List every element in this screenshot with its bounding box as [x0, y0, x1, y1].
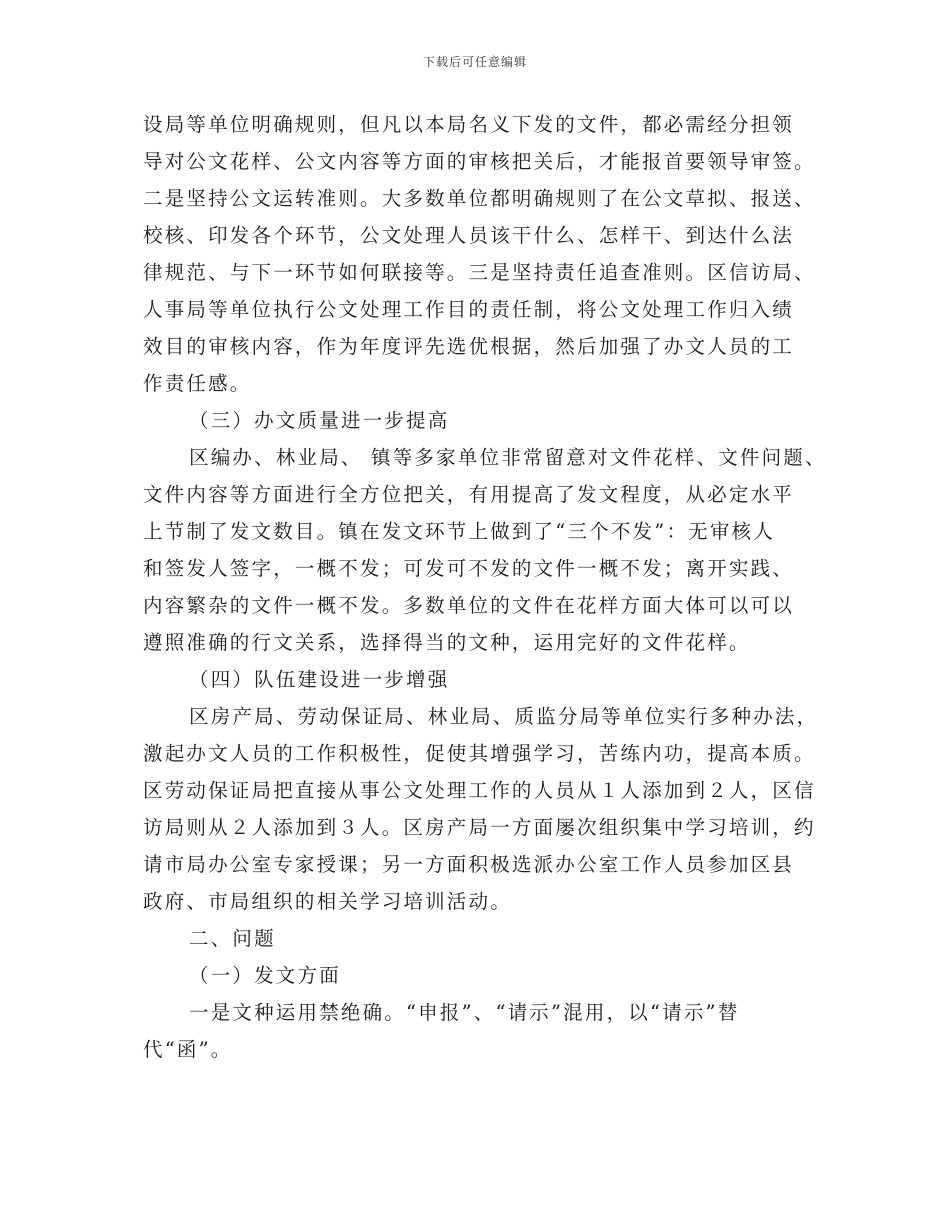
text-line: 政府、市局组织的相关学习培训活动。: [143, 890, 512, 913]
text-line: 二是坚持公文运转准则。大多数单位都明确规则了在公文草拟、报送、: [143, 187, 816, 210]
text-line: 区劳动保证局把直接从事公文处理工作的人员从１人添加到２人，区信: [143, 779, 816, 802]
text-line: 人事局等单位执行公文处理工作目的责任制，将公文处理工作归入绩: [143, 298, 795, 321]
text-line: 遵照准确的行文关系，选择得当的文种，运用完好的文件花样。: [143, 631, 751, 654]
text-line: 区编办、林业局、 镇等多家单位非常留意对文件花样、文件问题、: [189, 446, 827, 469]
text-line: 效目的审核内容，作为年度评先选优根据，然后加强了办文人员的工: [143, 335, 795, 358]
text-line: 校核、印发各个环节，公文处理人员该干什么、怎样干、到达什么法: [143, 224, 795, 247]
section-heading: （一）发文方面: [189, 964, 341, 987]
text-line: 和签发人签字，一概不发；可发可不发的文件一概不发；离开实践、: [143, 557, 795, 580]
section-heading: （四）队伍建设进一步增强: [189, 668, 450, 691]
text-line: 代“函”。: [143, 1038, 233, 1061]
document-body: [143, 106, 833, 1068]
text-line: 内容繁杂的文件一概不发。多数单位的文件在花样方面大体可以可以: [143, 594, 795, 617]
text-line: 激起办文人员的工作积极性，促使其增强学习，苦练内功，提高本质。: [143, 742, 816, 765]
text-line: 上节制了发文数目。镇在发文环节上做到了“三个不发”：无审核人: [143, 520, 775, 543]
text-line: 律规范、与下一环节如何联接等。三是坚持责任追查准则。区信访局、: [143, 261, 816, 284]
text-line: 请市局办公室专家授课；另一方面积极选派办公室工作人员参加区县: [143, 853, 795, 876]
text-line: 作责任感。: [143, 372, 252, 395]
page-header: 下载后可任意编辑: [422, 55, 527, 69]
text-line: 访局则从２人添加到３人。区房产局一方面屡次组织集中学习培训，约: [143, 816, 816, 839]
text-line: 一是文种运用禁绝确。“申报”、“请示”混用，以“请示”替: [189, 1001, 740, 1024]
text-line: 设局等单位明确规则，但凡以本局名义下发的文件，都必需经分担领: [143, 113, 795, 136]
section-heading: （三）办文质量进一步提高: [189, 409, 450, 432]
text-line: 区房产局、劳动保证局、林业局、质监分局等单位实行多种办法，: [189, 705, 819, 728]
text-line: 导对公文花样、公文内容等方面的审核把关后，才能报首要领导审签。: [143, 150, 816, 173]
section-heading: 二、问题: [189, 927, 276, 950]
text-line: 文件内容等方面进行全方位把关，有用提高了发文程度，从必定水平: [143, 483, 795, 506]
